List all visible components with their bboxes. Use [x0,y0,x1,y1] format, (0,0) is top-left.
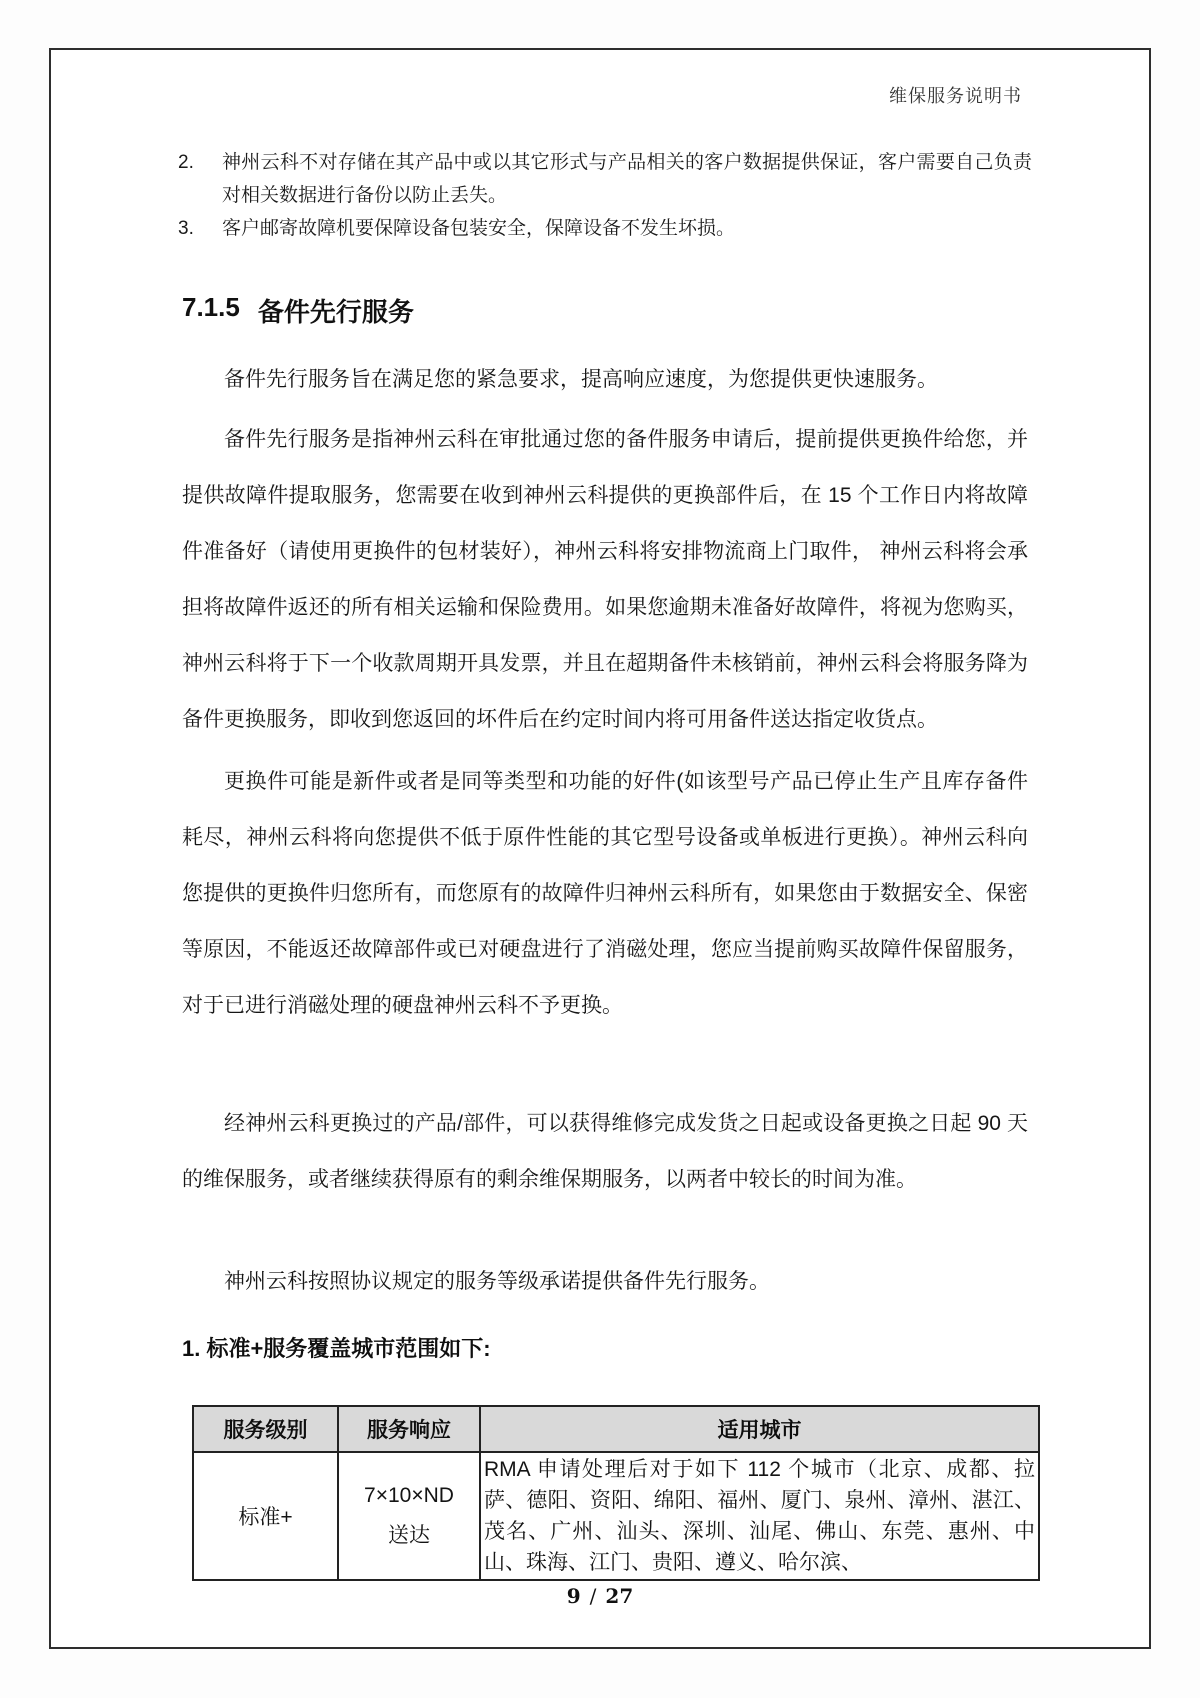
list-item-text: 客户邮寄故障机要保障设备包装安全，保障设备不发生坏损。 [222,218,736,239]
paragraph: 神州云科按照协议规定的服务等级承诺提供备件先行服务。 [224,1270,770,1293]
page-number-footer [0,1584,1200,1608]
paragraph: 更换件可能是新件或者是同等类型和功能的好件(如该型号产品已停止生产且库存备件耗尽，神州云科将向您提供不低于原件性能的其它型号设备或单板进行更换）。神州云科向您提供的更换件归您所有，而您原有的故障件归神州云科所有，如果您由于数据安全、保密等原因，不能返还故障部件或已对硬盘进行了消磁处理，您应当提前购买故障件保留服务，对于已进行消磁处理的硬盘神州云科不予更换。 [182,770,1028,1017]
total-page-count: 27 [605,1584,634,1608]
list-item-number: 2. [178,152,194,173]
response-line-1: 7×10×ND [364,1484,454,1507]
service-level-table [192,1405,1040,1581]
list-item [178,146,1032,212]
current-page-number: 9 [566,1584,581,1608]
column-header-applicable-cities: 适用城市 [480,1406,1039,1452]
cell-service-level: 标准+ [193,1452,338,1580]
table-header-row [193,1406,1039,1452]
column-header-service-level: 服务级别 [193,1406,338,1452]
response-line-2: 送达 [388,1524,430,1547]
paragraph: 备件先行服务旨在满足您的紧急要求，提高响应速度，为您提供更快速服务。 [224,368,938,391]
cell-applicable-cities: RMA 申请处理后对于如下 112 个城市（北京、成都、拉萨、德阳、资阳、绵阳、福州、厦门、泉州、漳州、湛江、茂名、广州、汕头、深圳、汕尾、佛山、东莞、惠州、中山、珠海、江门、贵阳、遵义、哈尔滨、 [480,1452,1039,1580]
list-item-text: 神州云科不对存储在其产品中或以其它形式与产品相关的客户数据提供保证，客户需要自己负责对相关数据进行备份以防止丢失。 [222,152,1032,206]
subheading-coverage-cities: 1. 标准+服务覆盖城市范围如下: [182,1336,491,1361]
document-header-title: 维保服务说明书 [889,86,1022,107]
paragraph: 经神州云科更换过的产品/部件，可以获得维修完成发货之日起或设备更换之日起 90 天的维保服务，或者继续获得原有的剩余维保期服务，以两者中较长的时间为准。 [182,1112,1028,1191]
list-item [178,212,1032,245]
list-item-number: 3. [178,218,194,239]
cell-service-response [338,1452,480,1580]
section-title: 备件先行服务 [257,297,414,327]
paragraph: 备件先行服务是指神州云科在审批通过您的备件服务申请后，提前提供更换件给您，并提供故障件提取服务，您需要在收到神州云科提供的更换部件后，在 15 个工作日内将故障件准备好（请使用更换件的包材装好），神州云科将安排物流商上门取件， 神州云科将会承担将故障件返还的所有相关运输和保险费用。如果您逾期未准备好故障件，将视为您购买，神州云科将于下一个收款周期开具发票，并且在超期备件未核销前，神州云科会将服务降为备件更换服务，即收到您返回的坏件后在约定时间内将可用备件送达指定收货点。 [182,428,1028,731]
section-heading [182,292,414,329]
column-header-service-response: 服务响应 [338,1406,480,1452]
table-row [193,1452,1039,1580]
section-number: 7.1.5 [182,292,240,322]
page-number-separator: / [589,1584,597,1608]
